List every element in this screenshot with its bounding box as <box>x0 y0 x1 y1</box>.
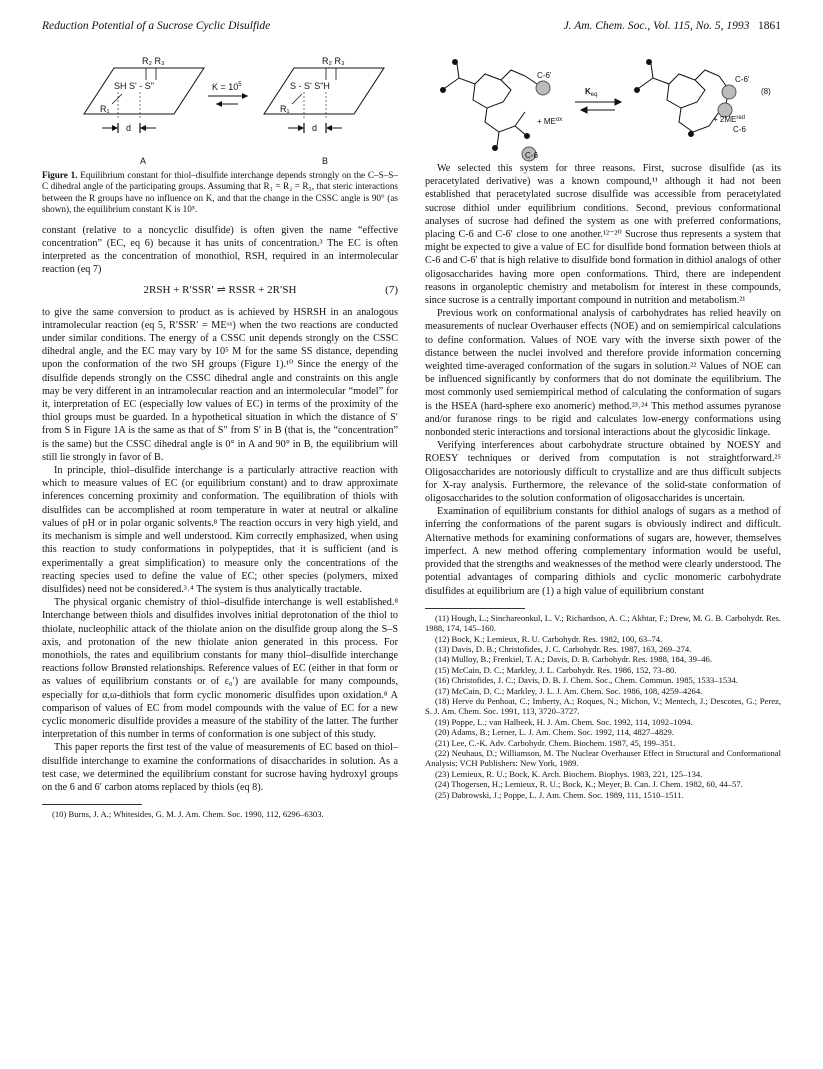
c6p-right: C-6' <box>735 75 750 84</box>
page-number: 1861 <box>758 20 781 32</box>
b-sh: S - S' S"H <box>290 81 330 91</box>
paragraph: This paper reports the first test of the value of measurements of EC based on thiol–disulfide interchange to examine the conformations of disaccharides in solution. As a test case, we determined the equilibrium constant for sucrose having hydroxyl groups on the 6 and 6′ carbon atoms replaced by thiols (eq 8). <box>42 742 398 793</box>
b-d: d <box>312 123 318 133</box>
footnote: (22) Neuhaus, D.; Williamson, M. The Nuclear Overhauser Effect in Structural and Conformational Analysis; VCH Publishers: New York, 1989. <box>425 747 781 769</box>
equation-7-text: 2RSH + R′SSR′ ⇌ RSSR + 2R′SH <box>143 284 297 297</box>
footnotes-right <box>425 613 781 800</box>
paragraph: to give the same conversion to product as is achieved by HSRSH in an analogous intramolecular reaction (eq 5, R′SSR′ = MEᵒˣ) when the two reactions are conducted under similar conditions. The energy of a CSSC unit depends strongly on the CSSC dihedral angle, and the EC may vary by 10⁵ M for the same SS distance, depending upon the conformation of the two SH groups (Figure 1).¹⁰ Since the energy of the disulfide depends strongly on the CSSC dihedral angle and constraints on this angle may be very different in an intramolecular reaction and an intermolecular “model” for it, interpretation of EC (especially low values of EC) in terms of the proximity of the thiol groups must be guarded. In a hypothetical situation in which the distance of S′ from S in Figure 1A is the same as that of S″ from S′ in B (that is, the “concentration” is the same) but the CSSC dihedral angle is 0° in A and 90° in B, the equilibrium will still lie strongly in favor of B. <box>42 306 398 463</box>
b-r1: R₁ <box>280 104 290 114</box>
a-d: d <box>126 123 132 133</box>
footnote-rule <box>425 608 525 609</box>
a-r2r3: R₂ R₃ <box>142 56 165 66</box>
footnote-rule <box>42 804 142 805</box>
footnote: (15) McCain, D. C.; Markley, J. L. Carbohydr. Res. 1986, 152, 73–80. <box>435 664 677 675</box>
paragraph: constant (relative to a noncyclic disulfide) is often given the name “effective concentration” (EC, eq 6) because it has units of concentration.³ The EC is often interpreted as the concentration of monothiol, RSH, required in an intermolecular reaction (eq 7) <box>42 224 398 276</box>
paragraph: Examination of equilibrium constants for dithiol analogs of sugars as a method of inferring the conformations of the parent sugars is obviously indirect and difficult. Alternative methods for examining conformations of sugars are, however, themselves imperfect. A new method offering complementary information would be useful, provided that the strengths and weaknesses of the method were clearly understood. The potential advantages of comparing dithiols and cyclic monomeric carbohydrate disulfides at equilibrium are (1) a high value of equilibrium constant <box>425 506 781 597</box>
me-ox-label: + $ME^{ox}$ <box>537 117 563 126</box>
figure-1 <box>42 50 398 168</box>
footnote: (24) Thogersen, H.; Lemieux, R. U.; Bock, K.; Meyer, B. Can. J. Chem. 1982, 60, 44–57. <box>435 779 743 790</box>
equation-7-number: (7) <box>385 284 398 297</box>
figure-1-diagram <box>42 50 398 168</box>
left-column <box>42 50 398 820</box>
c6-right: C-6 <box>733 125 746 134</box>
footnote: (19) Poppe, L.; van Halbeek, H. J. Am. Chem. Soc. 1992, 114, 1092–1094. <box>435 716 693 727</box>
me-red-label: + $2ME^{red}$ <box>713 115 746 124</box>
footnote: (20) Adams, B.; Lerner, L. J. Am. Chem. Soc. 1992, 114, 4827–4829. <box>435 727 674 738</box>
footnote: (14) Mulloy, B.; Frenkiel, T. A.; Davis, D. B. Carbohydr. Res. 1988, 184, 39–46. <box>435 654 712 665</box>
caption-label: Figure 1. <box>42 170 78 180</box>
b-r2r3: R₂ R₃ <box>322 56 345 66</box>
footnote: (17) McCain, D. C.; Markley, J. L. J. Am. Chem. Soc. 1986, 108, 4259–4264. <box>435 685 703 696</box>
keq-label: $K_{eq}$ <box>585 87 598 98</box>
footnotes-left <box>42 809 398 819</box>
paragraph: Previous work on conformational analysis of carbohydrates has relied heavily on measurements of nuclear Overhauser effects (NOE) and on semiempirical calculations to define conformation. Values of NOE vary with the inverse sixth power of the distance between the nuclei involved and therefore provide information concerning weighted time-averaged conformation of the sugars in solution.²² Values of NOE can be influenced significantly by conformers that do not dominate the equilibrium. The most commonly used semiempirical method of calculating the conformation of sugars is the HSEA (hard-sphere exo anomeric) method.²³˒²⁴ This method assumes pyranose and/or furanose rings to be rigid and calculates low-energy conformations using nonbonded steric interactions and torsional interactions about the glycosidic linkage. <box>425 308 781 439</box>
footnote: (11) Hough, L.; Sinchareonkul, L. V.; Richardson, A. C.; Akhtar, F.; Drew, M. G. B. Carbohydr. Res. 1988, 174, 145–160. <box>425 612 781 634</box>
journal-citation: J. Am. Chem. Soc., Vol. 115, No. 5, 1993 <box>563 20 750 32</box>
k-label: $K = 10^5$ <box>212 82 242 92</box>
footnote: (25) Dabrowski, J.; Poppe, L. J. Am. Chem. Soc. 1989, 111, 1510–1511. <box>435 789 684 800</box>
footnote: (12) Bock, K.; Lemieux, R. U. Carbohydr. Res. 1982, 100, 63–74. <box>435 633 663 644</box>
header-journal <box>564 20 781 32</box>
equation-8-diagram <box>425 50 781 162</box>
paragraph: Verifying interferences about carbohydrate structure obtained by NOESY and ROESY techniques or derived from computation is not straightforward.²⁵ Oligosaccharides are notoriously difficult to crystallize and are thus difficult subjects for X-ray analysis. Furthermore, the relevance of the solid-state conformation of oligosaccharides to the solution conformation of oligosaccharides is uncertain. <box>425 440 781 505</box>
footnote: (23) Lemieux, R. U.; Bock, K. Arch. Biochem. Biophys. 1983, 221, 125–134. <box>435 768 703 779</box>
paragraph: In principle, thiol–disulfide interchange is a particularly attractive reaction with which to measure values of EC (or equilibrium constant) and to draw approximate inferences concerning proximity and conformation. The equilibration of thiols with disulfides can be accomplished at room temperature in water at neutral or alkaline values of pH or in polar organic solvents.⁸ The reaction occurs in very high yield, and its mechanism is simple and well understood. Kim correctly emphasized, when using this reaction to study conformations in polypeptides, that it is sufficient (and is experimentally a great simplification) to measure only the concentrations of the reacting species used to define the value of EC; other species (polymers, mixed disulfides) need not be considered.³˒⁴ The system is thus analytically tractable. <box>42 465 398 595</box>
paragraph: We selected this system for three reasons. First, sucrose disulfide (as its peracetylated derivative) was a known compound,¹¹ although it had not been established that peracetylated sucrose disulfide was accessible from peracetylated sucrose dithiol under equilibrium conditions. Second, previous conformational analyses of sucrose had defined the system as one with preferred conformations, placing C-6 and C-6′ close to one another.¹²⁻²⁰ Sucrose thus represents a system that might be expected to give a value of EC for disulfide bond formation between thiols at C-6 and C-6′ that is high relative to disulfide bond formation in dithiol analogs of other oligosaccharides having more open conformations. Third, there are independent reasons in organoleptic chemistry and metabolism for interest in these compounds, since sucrose is a centrally important compound in nutrition and metabolism.²¹ <box>425 163 781 307</box>
caption-text: Equilibrium constant for thiol–disulfide interchange depends strongly on the C–S–S–C dihedral angle of the participating groups. Assuming that R₁ = R₂ = R₃, that steric interactions between the R groups have no influence on K, and that the change in the CSSC angle is 90° (as shown), the equilibrium constant K is 10⁵. <box>42 170 399 215</box>
c6-left: C-6 <box>525 151 538 160</box>
c6p-left: C-6' <box>537 71 552 80</box>
figure-1-caption <box>42 170 398 216</box>
equation-7 <box>42 284 398 297</box>
a-r1: R₁ <box>100 104 110 114</box>
paragraph: The physical organic chemistry of thiol–disulfide interchange is well established.⁸ Interchange between thiols and disulfides involves initial deprotonation of the thiol to thiolate, nucleophilic attack of the thiolate anion on the disulfide group along the S–S axis, and protonation of the new thiolate anion generated in this process. For monothiols, the rates and equilibrium constants for many thiol–disulfide interchange reactions follow Brønsted relationships. Reference values of EC (either in that form or as values of equilibrium constants or of ε₀′) are available for many compounds, especially for α,ω-dithiols that form cyclic monomeric disulfides upon oxidation.⁸ A comparison of values of EC from model compounds with the value of EC for a new cyclic monomeric disulfide provides a measure of the stability of the latter. The further interpretation of this number in terms of conformation is one subject of this study. <box>42 597 398 741</box>
footnote: (13) Davis, D. B.; Christofides, J. C. Carbohydr. Res. 1987, 163, 269–274. <box>435 643 692 654</box>
running-header <box>42 20 781 36</box>
a-sh: SH S' - S" <box>114 81 154 91</box>
footnote: (10) Burns, J. A.; Whitesides, G. M. J. Am. Chem. Soc. 1990, 112, 6296–6303. <box>52 809 324 820</box>
label-a: A <box>140 156 147 166</box>
equation-8-number: (8) <box>761 87 771 96</box>
footnote: (16) Christofides, J. C.; Davis, D. B. J. Chem. Soc., Chem. Commun. 1985, 1533–1534. <box>435 675 738 686</box>
equation-8-scheme <box>425 50 781 162</box>
header-title: Reduction Potential of a Sucrose Cyclic Disulfide <box>42 20 271 32</box>
right-column <box>425 50 781 800</box>
label-b: B <box>322 156 329 166</box>
footnote: (18) Herve du Penhoat, C.; Imberty, A.; Roques, N.; Michon, V.; Mentech, J.; Descotes, G.; Perez, S. J. Am. Chem. Soc. 1991, 113, 3720–3727. <box>425 695 781 717</box>
footnote: (21) Lee, C.-K. Adv. Carbohydr. Chem. Biochem. 1987, 45, 199–351. <box>435 737 676 748</box>
